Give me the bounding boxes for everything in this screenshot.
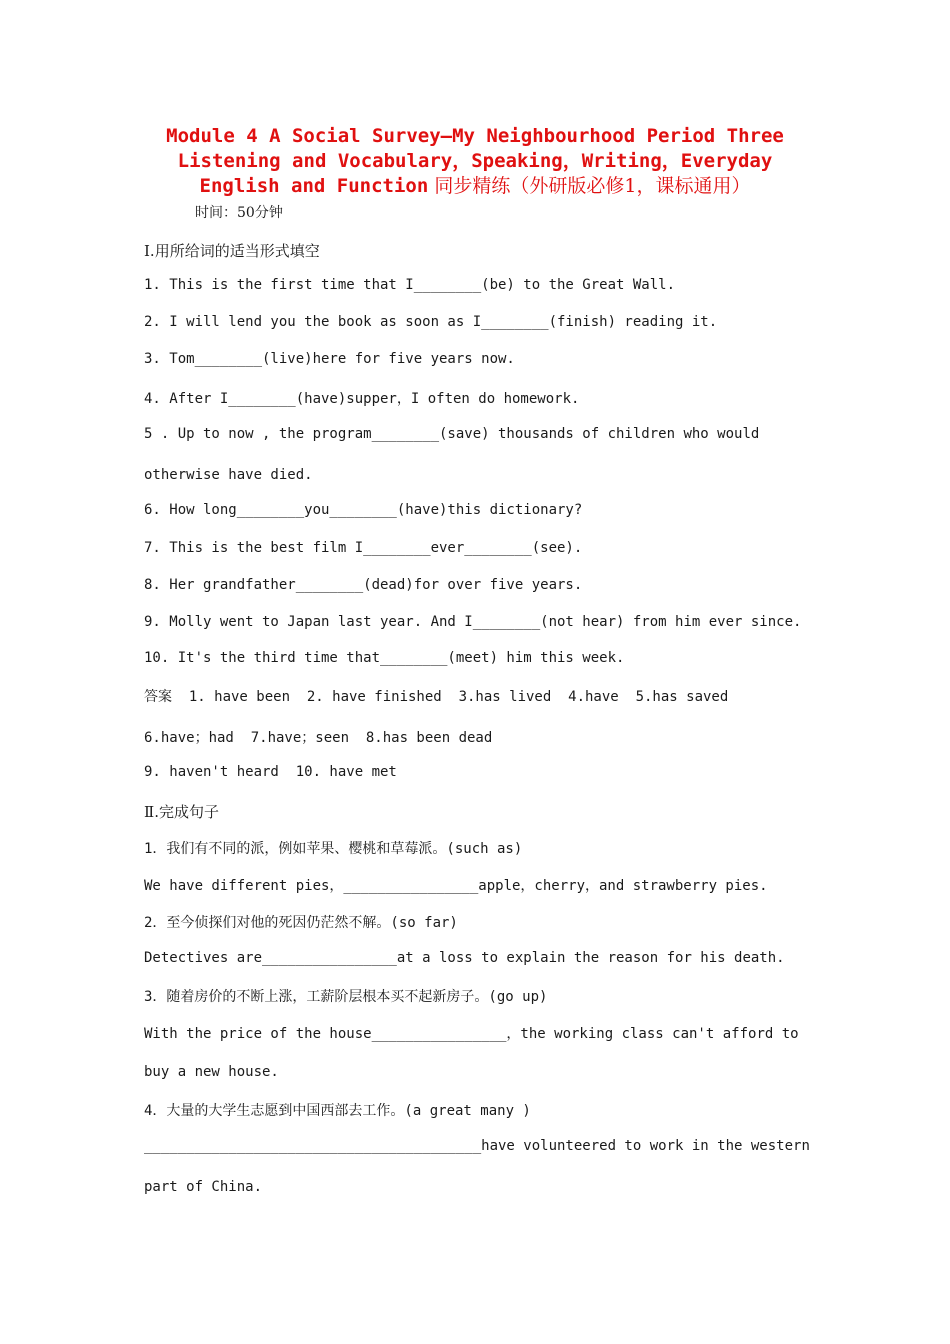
exercise-item: 9. Molly went to Japan last year. And I________(not hear) from him ever since. xyxy=(144,614,802,630)
sentence-prompt: 3．随着房价的不断上涨，工薪阶层根本买不起新房子。(go up) xyxy=(144,989,548,1005)
exercise-item: 4. After I________(have)supper，I often do homework. xyxy=(144,391,580,407)
title-line-3-en: English and Function xyxy=(199,175,429,197)
section-1-heading: I.用所给词的适当形式填空 xyxy=(144,242,320,260)
title-line-3-cn: 同步精练（外研版必修1，课标通用） xyxy=(428,175,751,197)
sentence-answer-line: We have different pies，________________apple，cherry，and strawberry pies. xyxy=(144,878,768,894)
exercise-item: 8. Her grandfather________(dead)for over five years. xyxy=(144,577,583,593)
sentence-prompt: 4．大量的大学生志愿到中国西部去工作。(a great many ) xyxy=(144,1103,531,1119)
answer-key-line: 6.have；had 7.have；seen 8.has been dead xyxy=(144,730,493,746)
exercise-item-continuation: otherwise have died. xyxy=(144,467,313,483)
title-line-2: Listening and Vocabulary，Speaking，Writing，Everyday xyxy=(177,150,773,172)
title-line-3 xyxy=(140,174,810,199)
exercise-item: 2. I will lend you the book as soon as I________(finish) reading it. xyxy=(144,314,718,330)
sentence-answer-continuation: buy a new house. xyxy=(144,1064,279,1080)
exercise-item: 5 . Up to now , the program________(save) thousands of children who would xyxy=(144,426,760,442)
title-line-1: Module 4 A Social Survey—My Neighbourhood Period Three xyxy=(166,125,784,147)
sentence-prompt: 2．至今侦探们对他的死因仍茫然不解。(so far) xyxy=(144,915,458,931)
section-2-heading: Ⅱ.完成句子 xyxy=(144,803,219,821)
time-limit: 时间：50分钟 xyxy=(195,205,283,221)
answer-key-line: 9. haven't heard 10. have met xyxy=(144,764,397,780)
sentence-answer-line: With the price of the house________________，the working class can't afford to xyxy=(144,1026,799,1042)
answer-key-line: 答案 1. have been 2. have finished 3.has lived 4.have 5.has saved xyxy=(144,689,729,705)
sentence-prompt: 1．我们有不同的派，例如苹果、樱桃和草莓派。(such as) xyxy=(144,841,523,857)
sentence-answer-line: Detectives are________________at a loss to explain the reason for his death. xyxy=(144,950,785,966)
sentence-answer-line: ________________________________________have volunteered to work in the western xyxy=(144,1138,810,1154)
exercise-item: 7. This is the best film I________ever________(see). xyxy=(144,540,583,556)
exercise-item: 3. Tom________(live)here for five years now. xyxy=(144,351,515,367)
exercise-item: 10. It's the third time that________(meet) him this week. xyxy=(144,650,625,666)
document-title xyxy=(140,124,810,199)
exercise-item: 1. This is the first time that I________(be) to the Great Wall. xyxy=(144,277,676,293)
sentence-answer-continuation: part of China. xyxy=(144,1179,263,1195)
exercise-item: 6. How long________you________(have)this dictionary? xyxy=(144,502,583,518)
